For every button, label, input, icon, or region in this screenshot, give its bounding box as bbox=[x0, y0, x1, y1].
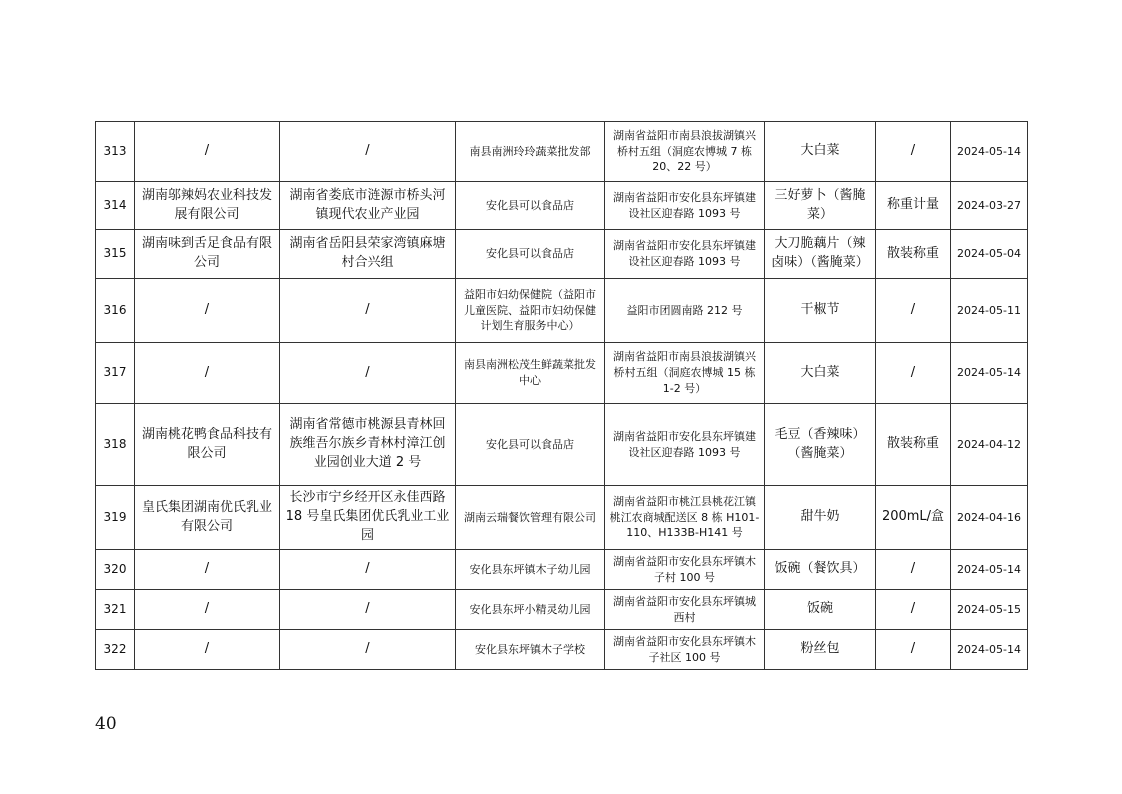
producer-address-cell: 湖南省岳阳县荣家湾镇麻塘村合兴组 bbox=[280, 230, 456, 279]
producer-name-cell: / bbox=[135, 279, 280, 343]
row-index-cell: 314 bbox=[96, 182, 135, 230]
production-date-cell: 2024-05-14 bbox=[951, 550, 1028, 590]
production-date-cell: 2024-05-11 bbox=[951, 279, 1028, 343]
production-date-cell: 2024-04-12 bbox=[951, 404, 1028, 486]
seller-name-cell: 南县南洲玲玲蔬菜批发部 bbox=[456, 122, 605, 182]
seller-address-cell: 湖南省益阳市安化县东坪镇建设社区迎春路 1093 号 bbox=[605, 182, 765, 230]
producer-name-cell: 湖南邬辣妈农业科技发展有限公司 bbox=[135, 182, 280, 230]
seller-name-cell: 安化县可以食品店 bbox=[456, 230, 605, 279]
production-date-cell: 2024-03-27 bbox=[951, 182, 1028, 230]
product-name-cell: 粉丝包 bbox=[765, 630, 876, 670]
specification-cell: / bbox=[876, 590, 951, 630]
production-date-cell: 2024-05-15 bbox=[951, 590, 1028, 630]
table-row bbox=[96, 486, 1028, 550]
producer-name-cell: 湖南味到舌足食品有限公司 bbox=[135, 230, 280, 279]
row-index-cell: 321 bbox=[96, 590, 135, 630]
table-row bbox=[96, 343, 1028, 404]
table-row bbox=[96, 122, 1028, 182]
seller-name-cell: 湖南云瑞餐饮管理有限公司 bbox=[456, 486, 605, 550]
product-name-cell: 大白菜 bbox=[765, 343, 876, 404]
specification-cell: / bbox=[876, 122, 951, 182]
table-row bbox=[96, 230, 1028, 279]
producer-name-cell: 湖南桃花鸭食品科技有限公司 bbox=[135, 404, 280, 486]
specification-cell: 200mL/盒 bbox=[876, 486, 951, 550]
specification-cell: 散装称重 bbox=[876, 230, 951, 279]
producer-address-cell: / bbox=[280, 630, 456, 670]
table-row bbox=[96, 279, 1028, 343]
row-index-cell: 313 bbox=[96, 122, 135, 182]
seller-name-cell: 安化县可以食品店 bbox=[456, 182, 605, 230]
row-index-cell: 317 bbox=[96, 343, 135, 404]
product-name-cell: 甜牛奶 bbox=[765, 486, 876, 550]
producer-name-cell: 皇氏集团湖南优氏乳业有限公司 bbox=[135, 486, 280, 550]
seller-name-cell: 南县南洲松茂生鲜蔬菜批发中心 bbox=[456, 343, 605, 404]
producer-address-cell: 长沙市宁乡经开区永佳西路 18 号皇氏集团优氏乳业工业园 bbox=[280, 486, 456, 550]
table-row bbox=[96, 182, 1028, 230]
producer-address-cell: / bbox=[280, 550, 456, 590]
producer-address-cell: / bbox=[280, 343, 456, 404]
row-index-cell: 316 bbox=[96, 279, 135, 343]
seller-address-cell: 湖南省益阳市南县浪拔湖镇兴桥村五组（洞庭农博城 7 栋 20、22 号） bbox=[605, 122, 765, 182]
seller-address-cell: 湖南省益阳市安化县东坪镇木子村 100 号 bbox=[605, 550, 765, 590]
table-row bbox=[96, 630, 1028, 670]
page-number: 40 bbox=[95, 714, 117, 734]
seller-address-cell: 湖南省益阳市南县浪拔湖镇兴桥村五组（洞庭农博城 15 栋 1-2 号） bbox=[605, 343, 765, 404]
row-index-cell: 318 bbox=[96, 404, 135, 486]
product-name-cell: 毛豆（香辣味）（酱腌菜） bbox=[765, 404, 876, 486]
producer-address-cell: / bbox=[280, 279, 456, 343]
seller-address-cell: 湖南省益阳市安化县东坪镇木子社区 100 号 bbox=[605, 630, 765, 670]
row-index-cell: 322 bbox=[96, 630, 135, 670]
seller-address-cell: 湖南省益阳市桃江县桃花江镇桃江农商城配送区 8 栋 H101-110、H133B-H141 号 bbox=[605, 486, 765, 550]
producer-address-cell: / bbox=[280, 590, 456, 630]
producer-address-cell: 湖南省常德市桃源县青林回族维吾尔族乡青林村漳江创业园创业大道 2 号 bbox=[280, 404, 456, 486]
seller-name-cell: 益阳市妇幼保健院（益阳市儿童医院、益阳市妇幼保健计划生育服务中心） bbox=[456, 279, 605, 343]
producer-name-cell: / bbox=[135, 550, 280, 590]
table-row bbox=[96, 550, 1028, 590]
row-index-cell: 319 bbox=[96, 486, 135, 550]
table-row bbox=[96, 590, 1028, 630]
seller-name-cell: 安化县可以食品店 bbox=[456, 404, 605, 486]
production-date-cell: 2024-05-14 bbox=[951, 630, 1028, 670]
seller-address-cell: 湖南省益阳市安化县东坪镇建设社区迎春路 1093 号 bbox=[605, 404, 765, 486]
producer-name-cell: / bbox=[135, 590, 280, 630]
row-index-cell: 320 bbox=[96, 550, 135, 590]
seller-address-cell: 湖南省益阳市安化县东坪镇建设社区迎春路 1093 号 bbox=[605, 230, 765, 279]
producer-name-cell: / bbox=[135, 343, 280, 404]
product-name-cell: 饭碗 bbox=[765, 590, 876, 630]
production-date-cell: 2024-05-04 bbox=[951, 230, 1028, 279]
seller-address-cell: 湖南省益阳市安化县东坪镇城西村 bbox=[605, 590, 765, 630]
production-date-cell: 2024-05-14 bbox=[951, 343, 1028, 404]
specification-cell: 散装称重 bbox=[876, 404, 951, 486]
production-date-cell: 2024-05-14 bbox=[951, 122, 1028, 182]
product-name-cell: 大刀脆藕片（辣卤味）（酱腌菜） bbox=[765, 230, 876, 279]
seller-name-cell: 安化县东坪镇木子幼儿园 bbox=[456, 550, 605, 590]
specification-cell: / bbox=[876, 343, 951, 404]
product-name-cell: 大白菜 bbox=[765, 122, 876, 182]
producer-name-cell: / bbox=[135, 630, 280, 670]
sampling-results-table bbox=[95, 121, 1028, 670]
row-index-cell: 315 bbox=[96, 230, 135, 279]
product-name-cell: 饭碗（餐饮具） bbox=[765, 550, 876, 590]
producer-name-cell: / bbox=[135, 122, 280, 182]
seller-name-cell: 安化县东坪镇木子学校 bbox=[456, 630, 605, 670]
specification-cell: / bbox=[876, 279, 951, 343]
production-date-cell: 2024-04-16 bbox=[951, 486, 1028, 550]
table-row bbox=[96, 404, 1028, 486]
specification-cell: / bbox=[876, 630, 951, 670]
producer-address-cell: / bbox=[280, 122, 456, 182]
product-name-cell: 干椒节 bbox=[765, 279, 876, 343]
seller-name-cell: 安化县东坪小精灵幼儿园 bbox=[456, 590, 605, 630]
producer-address-cell: 湖南省娄底市涟源市桥头河镇现代农业产业园 bbox=[280, 182, 456, 230]
specification-cell: 称重计量 bbox=[876, 182, 951, 230]
product-name-cell: 三好萝卜（酱腌菜） bbox=[765, 182, 876, 230]
specification-cell: / bbox=[876, 550, 951, 590]
seller-address-cell: 益阳市团圆南路 212 号 bbox=[605, 279, 765, 343]
table-body bbox=[96, 122, 1028, 670]
